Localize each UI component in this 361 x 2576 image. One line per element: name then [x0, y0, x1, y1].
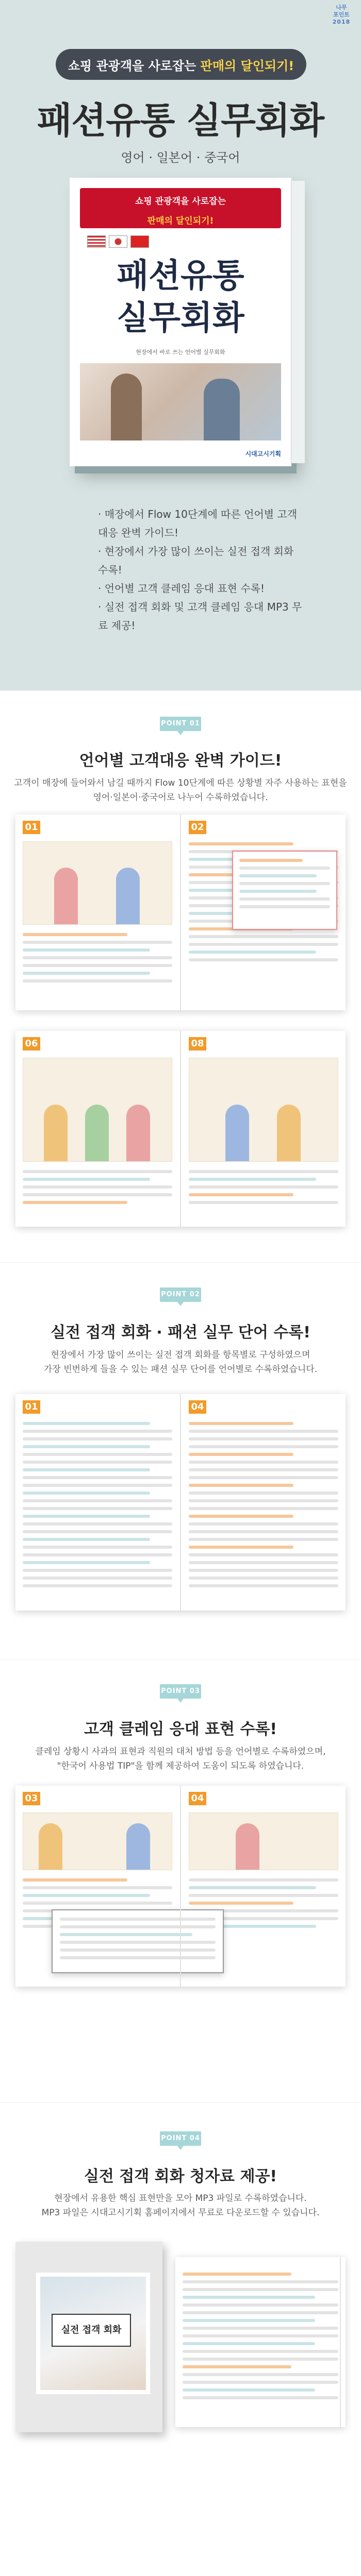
hero-subtitle: 영어 · 일본어 · 중국어 — [121, 150, 240, 165]
page-text-lines — [183, 2273, 338, 2404]
corner-line1: 나무 — [336, 4, 347, 11]
point-desc-line1: 현장에서 가장 많이 쓰이는 실전 접객 회화를 항목별로 구성하였으며 — [51, 1350, 310, 1360]
page — [175, 2257, 346, 2427]
hero-pill-em: 판매의 달인되기! — [200, 58, 294, 73]
book-title-line2: 실무회화 — [117, 299, 244, 337]
mp3-cover-photo — [15, 2242, 162, 2432]
point-desc-line1: 클레임 상황시 사과의 표현과 직원의 대처 방법 등을 언어별로 수록하였으며, — [35, 1747, 326, 1757]
book-band — [80, 188, 281, 228]
page-text-lines — [189, 1170, 338, 1209]
page-text-lines — [23, 1422, 172, 1592]
page-number-badge: 03 — [23, 1792, 40, 1805]
zoom-callout — [52, 1909, 224, 1973]
page-number-badge: 04 — [189, 1792, 206, 1805]
corner-badge — [328, 4, 355, 26]
book-cover — [70, 178, 291, 466]
point-title: 고객 클레임 응대 표현 수록! — [84, 1720, 277, 1738]
hero-pill-before: 쇼핑 관광객을 사로잡는 — [68, 58, 201, 73]
book-spine — [291, 181, 305, 463]
point-desc-line2: 가장 빈번하게 들을 수 있는 패션 실무 단어를 언어별로 수록하였습니다. — [43, 1364, 318, 1375]
spread-page-right — [182, 1394, 346, 1611]
page-illustration — [23, 1812, 172, 1870]
point-desc-line1: 고객이 매장에 들어와서 남길 때까지 Flow 10단계에 따른 상황별 자주 사용하는 표현을 — [14, 778, 347, 788]
book-band-line1: 쇼핑 관광객을 사로잡는 — [135, 196, 226, 207]
book-band-line2: 판매의 달인되기! — [147, 216, 214, 226]
book-spread — [15, 1786, 346, 1987]
zoom-callout — [232, 851, 337, 930]
book-photo — [80, 363, 281, 440]
book-spread — [15, 1394, 346, 1611]
book-title-line1: 패션유통 — [117, 257, 244, 295]
point-desc — [0, 776, 361, 805]
corner-year: 2018 — [332, 19, 351, 25]
page-text-lines — [189, 1422, 338, 1592]
cover-label: 실전 접객 회화 — [52, 2314, 131, 2347]
point-tag-label: POINT 04 — [161, 2134, 200, 2142]
hero-title: 패션유통 실무회화 — [37, 99, 324, 142]
page-illustration — [189, 1058, 338, 1162]
feature-item: · 현장에서 가장 많이 쓰이는 실전 접객 회화 수록! — [98, 545, 294, 576]
point-04-section — [0, 2102, 361, 2576]
page-text-lines — [23, 933, 172, 987]
page-number-badge: 02 — [189, 821, 206, 834]
book-spread — [15, 815, 346, 1010]
point-02-section — [0, 1262, 361, 1659]
hero-pill — [56, 49, 306, 80]
page-illustration — [23, 1058, 172, 1162]
page-number-badge: 06 — [23, 1037, 40, 1050]
book-subtitle: 현장에서 바로 쓰는 언어별 실무회화 — [136, 349, 225, 355]
point-desc-line2: MP3 파일은 시대고시기획 홈페이지에서 무료로 다운로드할 수 있습니다. — [41, 2208, 320, 2218]
spread-page-right — [182, 1031, 346, 1227]
point-title: 언어별 고객대응 완벽 가이드! — [79, 752, 282, 770]
japan-flag-icon — [109, 235, 127, 248]
point-01-section — [0, 690, 361, 1263]
us-flag-icon — [87, 235, 106, 248]
hero-pill-text — [68, 56, 294, 74]
corner-line2: 포인트 — [333, 11, 350, 18]
book-photo-person — [204, 379, 240, 440]
point-tag — [160, 1287, 201, 1302]
point-desc-line2: "한국어 사용법 TIP"을 함께 제공하여 도움이 되도록 하였습니다. — [57, 1761, 304, 1771]
page-number-badge: 08 — [189, 1037, 206, 1050]
point-tag-label: POINT 01 — [161, 720, 200, 727]
point-title: 실전 접객 회화 청자료 제공! — [84, 2167, 277, 2185]
page-number-badge: 01 — [23, 821, 40, 834]
point-tag — [160, 1684, 201, 1699]
flags — [87, 235, 149, 248]
feature-item: · 실전 접객 회화 및 고객 클레임 응대 MP3 무료 제공! — [98, 601, 302, 632]
point-desc — [0, 1348, 361, 1377]
point-desc-line1: 현장에서 유용한 핵심 표현만을 모아 MP3 파일로 수록하였습니다. — [54, 2193, 307, 2204]
china-flag-icon — [130, 235, 149, 248]
page-illustration — [189, 1812, 338, 1870]
point-title: 실전 접객 회화 · 패션 실무 단어 수록! — [51, 1324, 310, 1342]
spread-page-left — [15, 815, 179, 1010]
spread-page-left — [15, 1394, 179, 1611]
feature-item: · 매장에서 Flow 10단계에 따른 언어별 고객대응 완벽 가이드! — [98, 508, 298, 539]
point-tag-label: POINT 02 — [161, 1291, 200, 1298]
spread-page-left — [15, 1031, 179, 1227]
page-text-lines — [23, 1170, 172, 1209]
book-photo-person — [111, 374, 142, 440]
page-number-badge: 01 — [23, 1400, 40, 1414]
feature-item: · 언어별 고객 클레임 응대 표현 수록! — [98, 582, 265, 595]
book-publisher: 시대고시기획 — [245, 450, 281, 457]
point-tag — [160, 2131, 201, 2146]
book-spread — [15, 1031, 346, 1227]
book-title — [70, 255, 291, 340]
point-tag-label: POINT 03 — [161, 1687, 200, 1695]
page-illustration — [23, 841, 172, 925]
point-desc-line2: 영어·일본어·중국어로 나누어 수록하였습니다. — [93, 792, 268, 803]
point-tag — [160, 717, 201, 731]
point-03-section — [0, 1659, 361, 2103]
page-number-badge: 04 — [189, 1400, 206, 1414]
point-desc — [0, 1744, 361, 1773]
book-page — [175, 2257, 346, 2427]
point-desc — [0, 2191, 361, 2220]
hero-section — [0, 0, 361, 690]
feature-list — [98, 505, 304, 635]
